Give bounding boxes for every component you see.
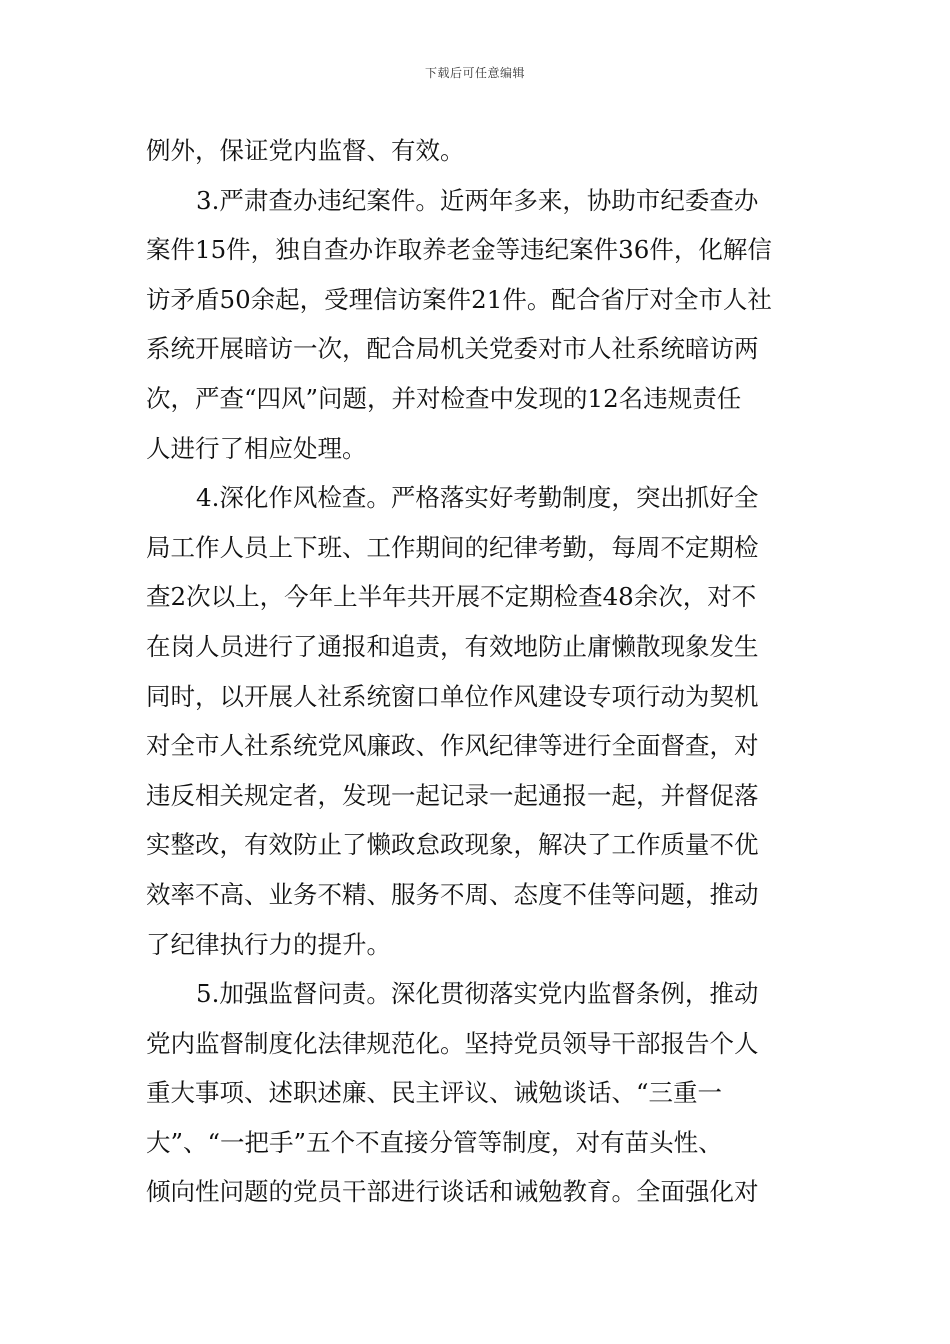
text-line: 例外，保证党内监督、有效。	[146, 136, 465, 165]
text-line: 大”、“一把手”五个不直接分管等制度，对有苗头性、	[146, 1127, 723, 1157]
text-line: 效率不高、业务不精、服务不周、态度不佳等问题，推动	[146, 879, 759, 909]
page-header: 下载后可任意编辑	[424, 66, 525, 80]
text-line: 查2次以上，今年上半年共开展不定期检查48余次，对不	[146, 582, 757, 612]
text-line: 实整改，有效防止了懒政怠政现象，解决了工作质量不优	[146, 830, 759, 860]
text-line: 重大事项、述职述廉、民主评议、诫勉谈话、“三重一	[146, 1078, 723, 1108]
text-line: 4.深化作风检查。严格落实好考勤制度，突出抓好全	[196, 483, 759, 513]
text-line: 在岗人员进行了通报和追责，有效地防止庸懒散现象发生	[146, 631, 759, 661]
text-line: 5.加强监督问责。深化贯彻落实党内监督条例，推动	[196, 979, 759, 1009]
text-line: 系统开展暗访一次，配合局机关党委对市人社系统暗访两	[146, 334, 759, 364]
text-line: 党内监督制度化法律规范化。坚持党员领导干部报告个人	[146, 1028, 759, 1058]
document-body	[146, 126, 806, 1217]
text-line: 访矛盾50余起，受理信访案件21件。配合省厅对全市人社	[146, 284, 772, 314]
text-line: 违反相关规定者，发现一起记录一起通报一起，并督促落	[146, 780, 759, 810]
text-line: 次，严查“四风”问题，并对检查中发现的12名违规责任	[146, 383, 742, 413]
text-line: 同时，以开展人社系统窗口单位作风建设专项行动为契机	[146, 681, 759, 711]
text-line: 3.严肃查办违纪案件。近两年多来，协助市纪委查办	[196, 185, 759, 215]
text-line: 局工作人员上下班、工作期间的纪律考勤，每周不定期检	[146, 532, 759, 562]
text-line: 人进行了相应处理。	[146, 433, 367, 463]
text-line: 倾向性问题的党员干部进行谈话和诫勉教育。全面强化对	[146, 1177, 759, 1207]
text-line: 了纪律执行力的提升。	[146, 929, 391, 959]
text-line: 对全市人社系统党风廉政、作风纪律等进行全面督查，对	[146, 731, 759, 761]
text-line: 案件15件，独自查办诈取养老金等违纪案件36件，化解信	[146, 235, 772, 265]
